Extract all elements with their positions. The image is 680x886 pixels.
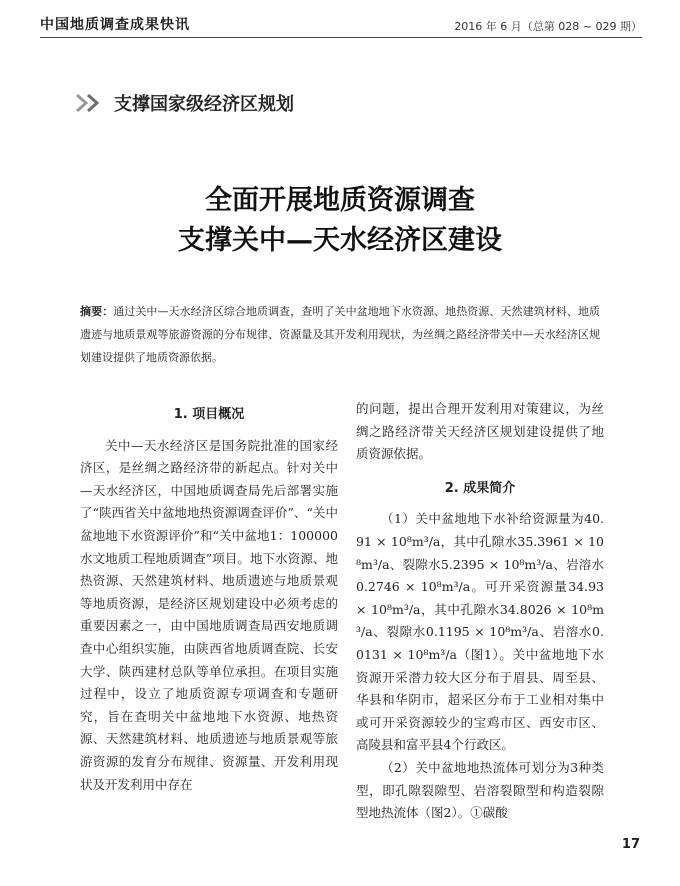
left-column [80, 398, 338, 796]
results-paragraph-2: （2）关中盆地地热流体可划分为3种类型，即孔隙裂隙型、岩溶裂隙型和构造裂隙型地热流体（图2）。①碳酸 [356, 759, 604, 821]
right-column [356, 398, 604, 825]
header-divider [40, 37, 642, 38]
issue-info: 2016 年 6 月（总第 028 ~ 029 期） [454, 20, 642, 33]
double-chevron-icon [74, 92, 108, 114]
abstract [80, 300, 600, 369]
abstract-label: 摘要： [80, 305, 114, 318]
section-1-heading: 1. 项目概况 [173, 407, 245, 422]
running-header [40, 12, 642, 34]
section-label: 支撑国家级经济区规划 [114, 94, 294, 115]
continued-paragraph: 的问题，提出合理开发利用对策建议，为丝绸之路经济带关天经济区规划建设提供了地质资源依据。 [356, 401, 604, 462]
results-paragraph-1: （1）关中盆地地下水补给资源量为40.91 × 10⁸m³/a，其中孔隙水35.3961 × 10⁸m³/a、裂隙水5.2395 × 10⁸m³/a、岩溶水0.2746 × 10⁸m³/a。可开采资源量34.93 × 10⁸m³/a，其中孔隙水34.8026 × 10⁸m³/a、裂隙水0.1195 × 10⁸m³/a、岩溶水0.0131 × 10⁸m³/a（图1）。关中盆地地下水资源开采潜力较大区分布于眉县、周至县、华县和华阴市，超采区分布于工业相对集中或可开采资源较少的宝鸡市区、西安市区、高陵县和富平县4个行政区。 [356, 511, 604, 753]
article-title-line-2: 支撑关中—天水经济区建设 [178, 225, 502, 256]
section-heading [74, 90, 294, 116]
abstract-text: 通过关中—天水经济区综合地质调查，查明了关中盆地地下水资源、地热资源、天然建筑材料、地质遗迹与地质景观等旅游资源的分布规律、资源量及其开发利用现状，为丝绸之路经济带关中—天水经济区规划建设提供了地质资源依据。 [80, 305, 601, 364]
section-1-paragraph: 关中—天水经济区是国务院批准的国家经济区，是丝绸之路经济带的新起点。针对关中—天水经济区，中国地质调查局先后部署实施了“陕西省关中盆地地热资源调查评价”、“关中盆地地下水资源评价”和“关中盆地1：100000水文地质工程地质调查”项目。地下水资源、地热资源、天然建筑材料、地质遗迹与地质景观等地质资源，是经济区规划建设中必须考虑的重要因素之一，由中国地质调查局西安地质调查中心组织实施，由陕西省地质调查院、长安大学、陕西建材总队等单位承担。在项目实施过程中，设立了地质资源专项调查和专题研究，旨在查明关中盆地地下水资源、地热资源、天然建筑材料、地质遗迹与地质景观等旅游资源的发育分布规律、资源量、开发利用现状及开发利用中存在 [80, 437, 338, 792]
section-2-heading: 2. 成果简介 [444, 480, 516, 496]
article-title-line-1: 全面开展地质资源调查 [205, 185, 475, 216]
journal-title: 中国地质调查成果快讯 [40, 17, 190, 33]
page-number: 17 [621, 837, 640, 852]
